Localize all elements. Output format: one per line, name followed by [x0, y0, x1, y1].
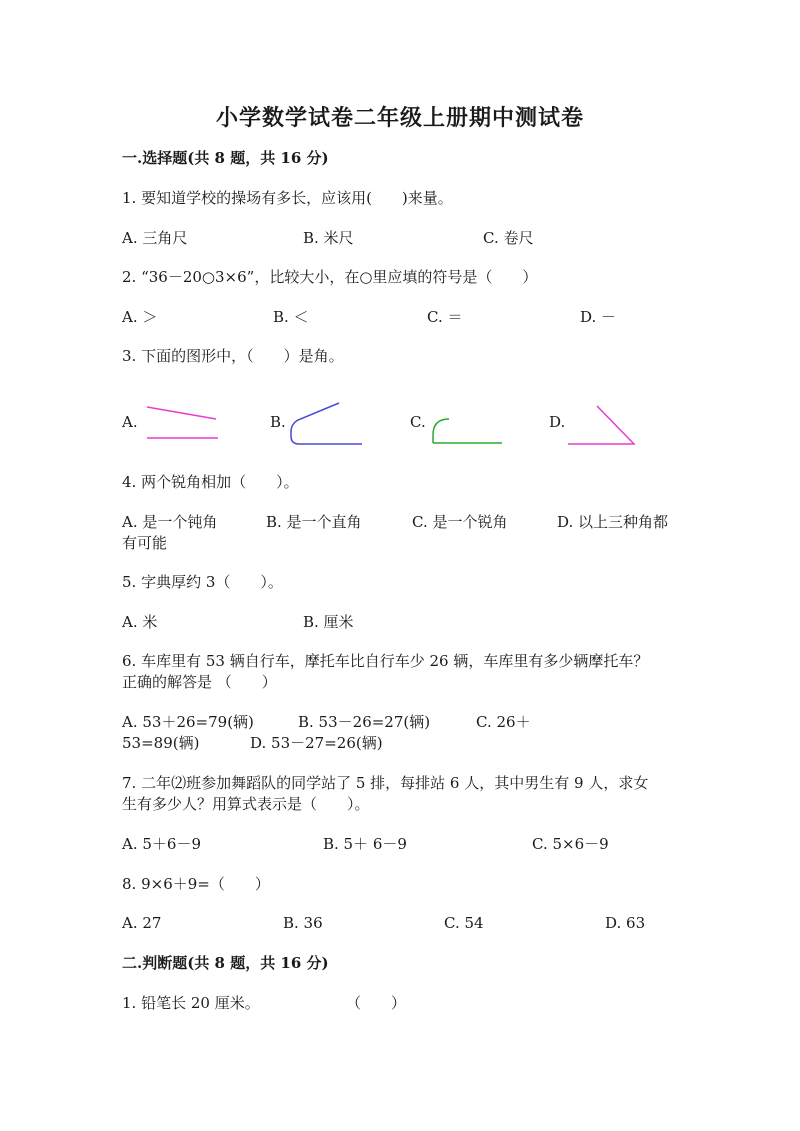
question-5-option-b: B. 厘米: [303, 613, 354, 631]
question-3-option-c: C.: [410, 413, 426, 431]
question-2-option-d: D. －: [580, 308, 617, 326]
figure-c-arc: [433, 419, 449, 443]
question-2-option-b: B. ＜: [273, 308, 309, 326]
question-4-option-d: D. 以上三种角都: [557, 513, 669, 531]
question-7-option-c: C. 5×6－9: [532, 835, 609, 853]
question-6-stem-line1: 6. 车库里有 53 辆自行车，摩托车比自行车少 26 辆，车库里有多少辆摩托车？: [122, 652, 649, 670]
question-4-option-c: C. 是一个锐角: [412, 513, 508, 531]
tf-question-1-blank: （ ）: [346, 994, 407, 1012]
question-8-option-c: C. 54: [444, 914, 484, 932]
question-2-option-a: A. ＞: [122, 308, 158, 326]
question-8-stem: 8. 9×6＋9=（ ）: [122, 875, 270, 893]
question-3-option-b: B.: [270, 413, 286, 431]
question-7-option-a: A. 5＋6－9: [122, 835, 201, 853]
question-4-option-b: B. 是一个直角: [266, 513, 362, 531]
tf-question-1-stem: 1. 铅笔长 20 厘米。: [122, 994, 260, 1012]
question-3-option-a: A.: [122, 413, 138, 431]
question-6-option-a: A. 53＋26=79(辆): [122, 713, 254, 731]
question-4-option-d-cont: 有可能: [122, 534, 168, 552]
question-6-stem-line2: 正确的解答是 （ ）: [122, 673, 277, 691]
question-6-option-c-cont: 53=89(辆): [122, 734, 200, 752]
question-1-option-c: C. 卷尺: [483, 229, 534, 247]
figure-b-curved-angle: [291, 403, 362, 444]
question-5-stem: 5. 字典厚约 3（ ）。: [122, 573, 283, 591]
question-2-option-c: C. ＝: [427, 308, 463, 326]
question-1-option-b: B. 米尺: [303, 229, 354, 247]
figure-a-line-top: [147, 407, 216, 419]
page-title: 小学数学试卷二年级上册期中测试卷: [215, 105, 584, 131]
question-2-stem: 2. “36－20○3×6”，比较大小，在○里应填的符号是（ ）: [122, 268, 538, 286]
question-7-stem-line2: 生有多少人？用算式表示是（ ）。: [122, 795, 370, 813]
question-6-option-d: D. 53－27=26(辆): [250, 734, 383, 752]
question-4-option-a: A. 是一个钝角: [122, 513, 218, 531]
section-heading-true-false: 二.判断题(共 8 题，共 16 分): [122, 954, 329, 972]
question-6-option-b: B. 53－26=27(辆): [298, 713, 431, 731]
question-7-stem-line1: 7. 二年⑵班参加舞蹈队的同学站了 5 排，每排站 6 人，其中男生有 9 人，求女: [122, 774, 649, 792]
question-8-option-a: A. 27: [122, 914, 162, 932]
question-8-option-b: B. 36: [283, 914, 323, 932]
question-7-option-b: B. 5＋ 6－9: [323, 835, 407, 853]
question-4-stem: 4. 两个锐角相加（ ）。: [122, 473, 299, 491]
question-5-option-a: A. 米: [122, 613, 158, 631]
question-3-stem: 3. 下面的图形中，（ ）是角。: [122, 347, 344, 365]
figure-d-angle: [568, 406, 634, 444]
section-heading-choice: 一.选择题(共 8 题，共 16 分): [122, 149, 329, 167]
question-1-stem: 1. 要知道学校的操场有多长，应该用( )来量。: [122, 189, 453, 207]
question-8-option-d: D. 63: [605, 914, 646, 932]
question-1-option-a: A. 三角尺: [122, 229, 188, 247]
question-6-option-c: C. 26＋: [476, 713, 531, 731]
question-3-option-d: D.: [549, 413, 566, 431]
